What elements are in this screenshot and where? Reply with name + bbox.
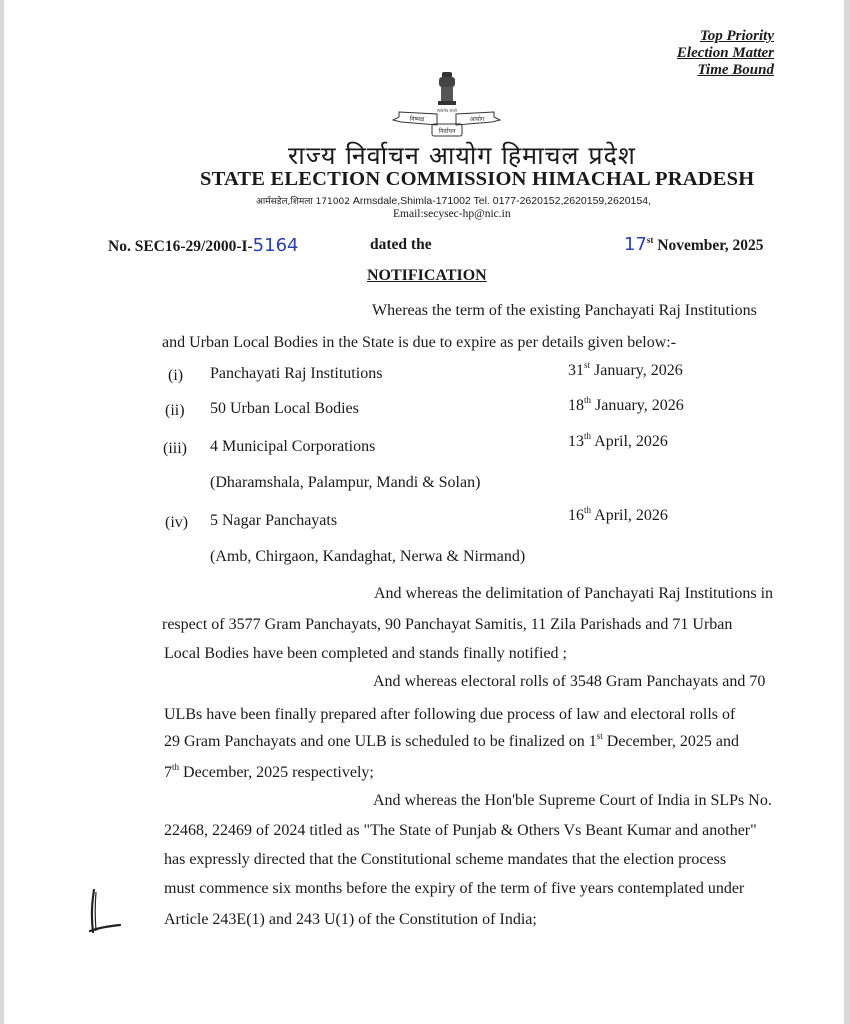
reference-number bbox=[108, 235, 298, 256]
date-suffix: st bbox=[646, 235, 654, 245]
priority-line-2: Election Matter bbox=[676, 45, 774, 61]
rolls-line-1: And whereas electoral rolls of 3548 Gram Panchayats and 70 bbox=[373, 673, 766, 690]
address-english: Armsdale,Shimla-171002 Tel. 0177-2620152,2620159,2620154, bbox=[352, 195, 651, 207]
expiry-item-sub: (Amb, Chirgaon, Kandaghat, Nerwa & Nirmand) bbox=[210, 548, 526, 565]
svg-text:निर्वाचन: निर्वाचन bbox=[438, 128, 456, 135]
intro-line-1: Whereas the term of the existing Panchayati Raj Institutions bbox=[372, 302, 757, 319]
state-emblem-icon bbox=[389, 70, 504, 140]
expiry-item-sub: (Dharamshala, Palampur, Mandi & Solan) bbox=[210, 474, 481, 491]
date-rest: November, 2025 bbox=[657, 237, 764, 254]
dated-label: dated the bbox=[370, 236, 432, 253]
expiry-item-num: (iv) bbox=[165, 514, 189, 531]
delimitation-line-2: respect of 3577 Gram Panchayats, 90 Panchayat Samitis, 11 Zila Parishads and 71 Urban bbox=[162, 616, 733, 633]
expiry-item-num: (iii) bbox=[163, 440, 187, 457]
svg-text:आयोग: आयोग bbox=[469, 116, 485, 123]
svg-text:सत्यमेव जयते: सत्यमेव जयते bbox=[437, 108, 457, 113]
document-page bbox=[4, 0, 844, 1024]
reference-handwritten-number: 5164 bbox=[252, 235, 299, 256]
date-handwritten-day: 17 bbox=[624, 234, 647, 255]
english-title: STATE ELECTION COMMISSION HIMACHAL PRADESH bbox=[200, 168, 755, 190]
expiry-item-label: 5 Nagar Panchayats bbox=[210, 512, 338, 529]
priority-line-1: Top Priority bbox=[699, 28, 774, 44]
reference-date bbox=[624, 234, 763, 255]
court-line-1: And whereas the Hon'ble Supreme Court of India in SLPs No. bbox=[373, 792, 772, 809]
priority-line-3: Time Bound bbox=[697, 62, 774, 78]
expiry-item-date: 31st January, 2026 bbox=[568, 360, 683, 379]
expiry-item-date: 18th January, 2026 bbox=[568, 395, 684, 414]
expiry-item-label: Panchayati Raj Institutions bbox=[210, 365, 383, 382]
expiry-item-date: 13th April, 2026 bbox=[568, 431, 668, 450]
reference-prefix: No. SEC16-29/2000-I- bbox=[108, 238, 253, 255]
notification-title: NOTIFICATION bbox=[367, 267, 487, 284]
expiry-item-label: 4 Municipal Corporations bbox=[210, 438, 376, 455]
court-line-5: Article 243E(1) and 243 U(1) of the Constitution of India; bbox=[164, 911, 537, 928]
rolls-line-2: ULBs have been finally prepared after following due process of law and electoral rolls of bbox=[164, 706, 736, 723]
rolls-line-3: 29 Gram Panchayats and one ULB is scheduled to be finalized on 1st December, 2025 and bbox=[164, 731, 739, 750]
court-line-3: has expressly directed that the Constitutional scheme mandates that the election process bbox=[164, 851, 727, 868]
svg-text:निष्पक्ष: निष्पक्ष bbox=[409, 116, 425, 123]
court-line-4: must commence six months before the expiry of the term of five years contemplated under bbox=[164, 880, 745, 897]
expiry-item-num: (ii) bbox=[165, 402, 185, 419]
initial-mark-icon bbox=[86, 888, 126, 943]
intro-line-2: and Urban Local Bodies in the State is due to expire as per details given below:- bbox=[162, 334, 677, 351]
delimitation-line-3: Local Bodies have been completed and stands finally notified ; bbox=[164, 645, 567, 662]
hindi-title: राज्य निर्वाचन आयोग हिमाचल प्रदेश bbox=[288, 141, 636, 170]
email-line: Email:secysec-hp@nic.in bbox=[393, 208, 511, 220]
court-line-2: 22468, 22469 of 2024 titled as "The State of Punjab & Others Vs Beant Kumar and another" bbox=[164, 822, 757, 839]
delimitation-line-1: And whereas the delimitation of Panchayati Raj Institutions in bbox=[374, 585, 774, 602]
expiry-item-label: 50 Urban Local Bodies bbox=[210, 400, 359, 417]
expiry-item-date: 16th April, 2026 bbox=[568, 505, 668, 524]
rolls-line-4: 7th December, 2025 respectively; bbox=[164, 762, 374, 781]
priority-block bbox=[677, 28, 774, 79]
address-line bbox=[256, 194, 651, 207]
expiry-item-num: (i) bbox=[168, 367, 184, 384]
address-hindi: आर्मसडेल,शिमला 171002 bbox=[256, 197, 350, 207]
